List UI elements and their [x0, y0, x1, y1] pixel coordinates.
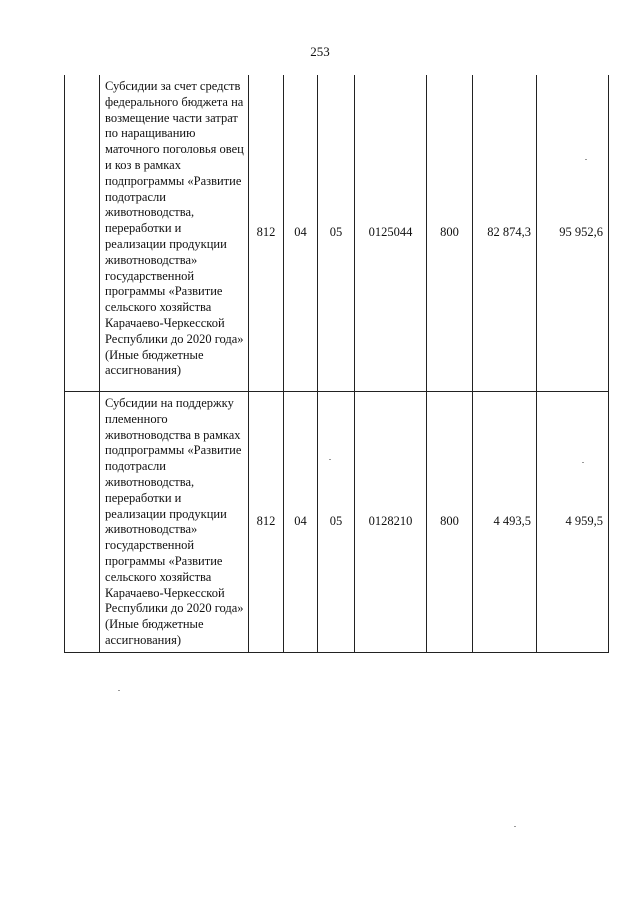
row-number-cell: [65, 75, 100, 392]
row-number-cell: [65, 392, 100, 653]
amount-2-cell: 4 959,5: [537, 392, 609, 653]
amount-2-cell: 95 952,6: [537, 75, 609, 392]
amount-1-cell: 82 874,3: [473, 75, 537, 392]
section-code-cell: 04: [284, 75, 318, 392]
amount-1-cell: 4 493,5: [473, 392, 537, 653]
budget-table: [64, 75, 609, 653]
scan-speck: [582, 462, 584, 463]
subsection-code-cell: 05: [318, 392, 355, 653]
target-item-cell: 0128210: [355, 392, 427, 653]
description-cell: Субсидии за счет средств федерального бюджета на возмещение части затрат по наращиванию маточного поголовья овец и коз в рамках подпрограммы «Развитие подотрасли животноводства, переработки и реализации продукции животноводства» государственной программы «Развитие сельского хозяйства Карачаево-Черкесской Республики до 2020 года» (Иные бюджетные ассигнования): [100, 75, 249, 392]
subsection-code-cell: 05: [318, 75, 355, 392]
table-row: [65, 75, 609, 392]
scan-speck: [329, 459, 331, 460]
ministry-code-cell: 812: [249, 392, 284, 653]
description-cell: Субсидии на поддержку племенного животноводства в рамках подпрограммы «Развитие подотрасли животноводства, переработки и реализации продукции животноводства» государственной программы «Развитие сельского хозяйства Карачаево-Черкесской Республики до 2020 года» (Иные бюджетные ассигнования): [100, 392, 249, 653]
scan-speck: [118, 690, 120, 691]
scan-speck: [585, 159, 587, 160]
ministry-code-cell: 812: [249, 75, 284, 392]
table-row: [65, 392, 609, 653]
page-number: 253: [310, 44, 330, 59]
expense-type-cell: 800: [427, 75, 473, 392]
expense-type-cell: 800: [427, 392, 473, 653]
section-code-cell: 04: [284, 392, 318, 653]
target-item-cell: 0125044: [355, 75, 427, 392]
scan-speck: [514, 826, 516, 827]
